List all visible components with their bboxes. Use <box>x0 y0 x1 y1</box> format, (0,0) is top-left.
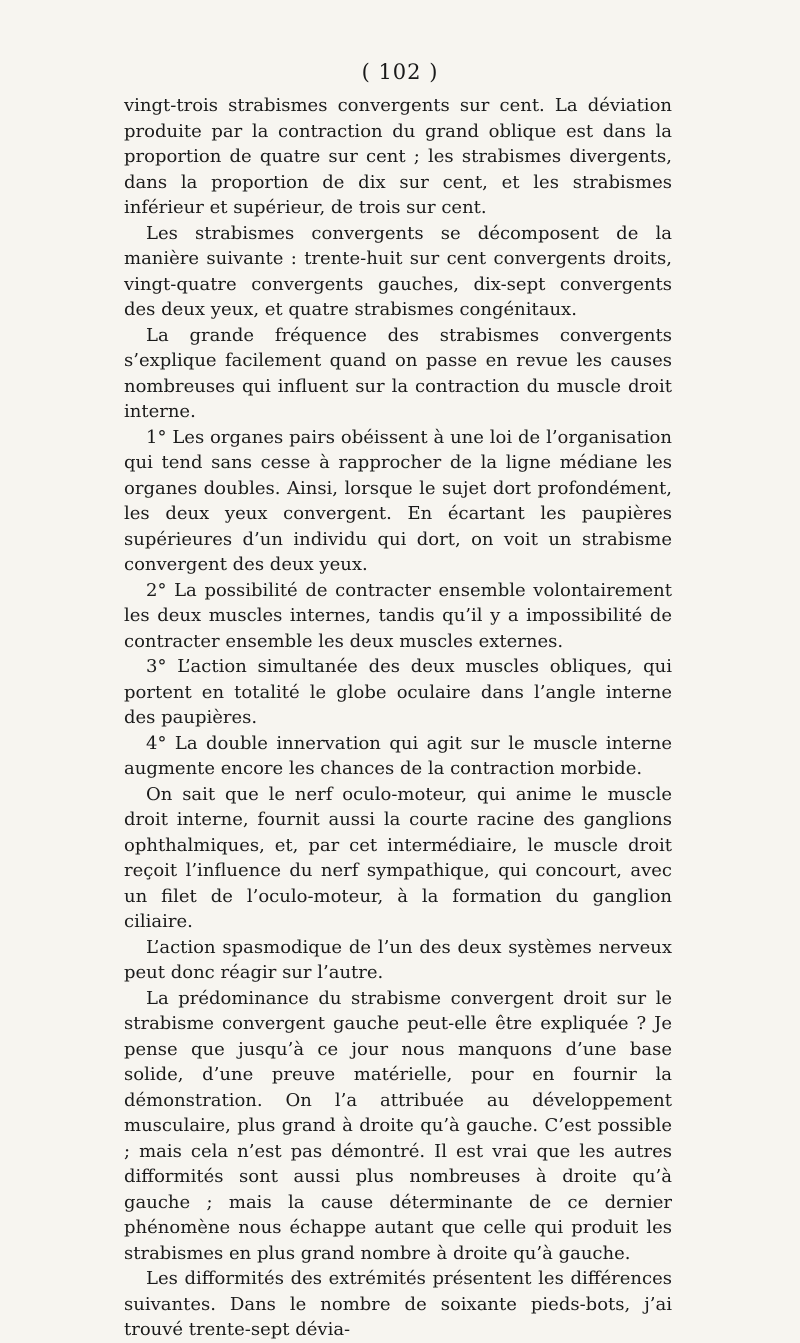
paragraph-11: Les difformités des extrémités présentent les différences suivantes. Dans le nombre de soixante pieds-bots, j’ai trouvé trente-sept dévia- <box>124 1268 672 1340</box>
paragraph-7: 4° La double innervation qui agit sur le muscle interne augmente encore les chances de la contraction morbide. <box>124 732 672 779</box>
paragraph-5: 2° La possibilité de contracter ensemble volontairement les deux muscles internes, tandis qu’il y a impossibilité de contracter ensemble les deux muscles externes. <box>124 579 672 652</box>
paragraph-3: La grande fréquence des strabismes convergents s’explique facilement quand on passe en revue les causes nombreuses qui influent sur la contraction du muscle droit interne. <box>124 324 672 422</box>
paragraph-4: 1° Les organes pairs obéissent à une loi de l’organisation qui tend sans cesse à rapprocher de la ligne médiane les organes doubles. Ainsi, lorsque le sujet dort profondément, les deux yeux convergent. En écartant les paupières supérieures d’un individu qui dort, on voit un strabisme convergent des deux yeux. <box>124 426 672 575</box>
page-number: ( 102 ) <box>361 60 439 84</box>
paragraph-10: La prédominance du strabisme convergent droit sur le strabisme convergent gauche peut-elle être expliquée ? Je pense que jusqu’à ce jour nous manquons d’une base solide, d’une preuve matérielle, pour en fournir la démonstration. On l’a attribuée au développement musculaire, plus grand à droite qu’à gauche. C’est possible ; mais cela n’est pas démontré. Il est vrai que les autres difformités sont aussi plus nombreuses à droite qu’à gauche ; mais la cause déterminante de ce dernier phénomène nous échappe autant que celle qui produit les strabismes en plus grand nombre à droite qu’à gauche. <box>124 987 672 1264</box>
paragraph-8: On sait que le nerf oculo-moteur, qui anime le muscle droit interne, fournit aussi la courte racine des ganglions ophthalmiques, et, par cet intermédiaire, le muscle droit reçoit l’influence du nerf sympathique, qui concourt, avec un filet de l’oculo-moteur, à la formation du ganglion ciliaire. <box>124 783 672 932</box>
body-text <box>124 93 672 1343</box>
paragraph-1: vingt-trois strabismes convergents sur cent. La déviation produite par la contraction du grand oblique est dans la proportion de quatre sur cent ; les strabismes divergents, dans la proportion de dix sur cent, et les strabismes inférieur et supérieur, de trois sur cent. <box>124 95 672 218</box>
paragraph-9: L’action spasmodique de l’un des deux systèmes nerveux peut donc réagir sur l’autre. <box>124 936 672 983</box>
paragraph-6: 3° L’action simultanée des deux muscles obliques, qui portent en totalité le globe oculaire dans l’angle interne des paupières. <box>124 656 672 728</box>
paragraph-2: Les strabismes convergents se décomposent de la manière suivante : trente-huit sur cent convergents droits, vingt-quatre convergents gauches, dix-sept convergents des deux yeux, et quatre strabismes congénitaux. <box>124 222 672 320</box>
